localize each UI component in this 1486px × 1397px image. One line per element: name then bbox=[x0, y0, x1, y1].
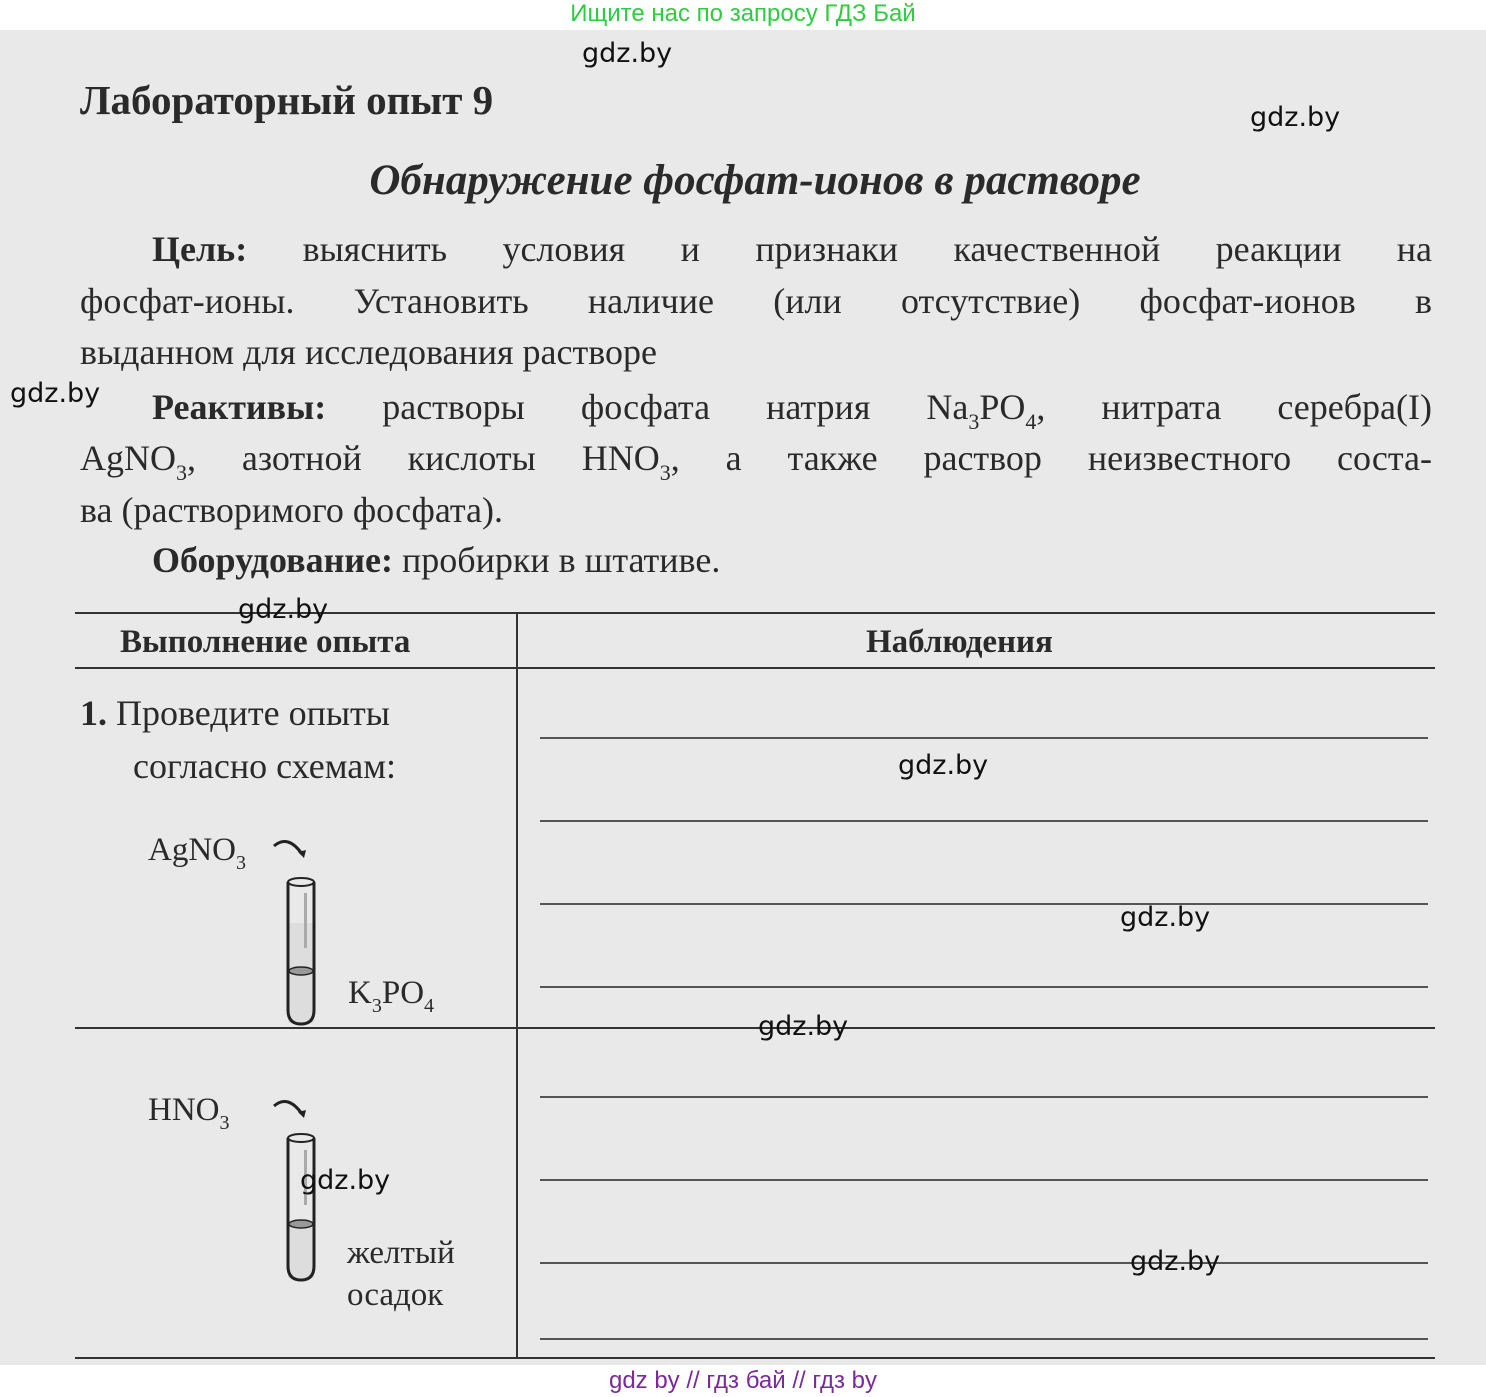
text: растворы фосфата натрия Na bbox=[326, 387, 969, 427]
scheme-2-result-line-2: осадок bbox=[347, 1277, 444, 1313]
table-column-divider bbox=[516, 613, 518, 1358]
reagents-line-2 bbox=[80, 437, 1432, 485]
goal-line-3: выданном для исследования растворе bbox=[80, 332, 657, 372]
sub: 3 bbox=[968, 409, 980, 434]
observation-line[interactable] bbox=[540, 820, 1428, 822]
watermark: gdz.by bbox=[758, 1011, 849, 1042]
table-header-border bbox=[75, 667, 1435, 669]
column-header-observations: Наблюдения bbox=[866, 624, 1053, 660]
goal-line-2: фосфат-ионы. Установить наличие (или отсутствие) фосфат-ионов в bbox=[80, 281, 1432, 321]
reagents-line-1 bbox=[80, 386, 1432, 434]
sub: 3 bbox=[219, 1112, 230, 1134]
text: PO bbox=[979, 387, 1026, 427]
bottom-banner: gdz by // гдз бай // гдз by bbox=[608, 1367, 878, 1394]
step-text: Проведите опыты bbox=[116, 693, 390, 733]
text: K bbox=[348, 975, 372, 1011]
watermark: gdz.by bbox=[300, 1165, 391, 1196]
watermark: gdz.by bbox=[1120, 902, 1211, 933]
top-banner: Ищите нас по запросу ГДЗ Бай bbox=[570, 0, 916, 27]
scheme-2-result-line-1: желтый bbox=[347, 1235, 455, 1271]
watermark: gdz.by bbox=[898, 750, 989, 781]
goal-text: выяснить условия и признаки качественной реакции на bbox=[247, 229, 1432, 269]
sub: 3 bbox=[176, 460, 187, 485]
sub: 3 bbox=[371, 995, 382, 1017]
page-subtitle: Обнаружение фосфат-ионов в растворе bbox=[369, 157, 1141, 204]
text: , азотной кислоты HNO bbox=[187, 438, 660, 478]
reagents-line-3: ва (растворимого фосфата). bbox=[80, 490, 503, 530]
observation-line[interactable] bbox=[540, 737, 1428, 739]
text: , нитрата серебра(I) bbox=[1036, 387, 1432, 427]
watermark: gdz.by bbox=[1250, 102, 1341, 133]
scheme-2-reagent bbox=[148, 1092, 230, 1134]
observation-line[interactable] bbox=[540, 1179, 1428, 1181]
step-number: 1. bbox=[80, 693, 107, 733]
observation-line[interactable] bbox=[540, 986, 1428, 988]
equipment-text: пробирки в штативе. bbox=[393, 540, 721, 580]
watermark: gdz.by bbox=[10, 378, 101, 409]
observation-line[interactable] bbox=[540, 903, 1428, 905]
column-header-procedure: Выполнение опыта bbox=[120, 624, 411, 660]
step-1-line-2: согласно схемам: bbox=[133, 746, 396, 786]
equipment-line bbox=[80, 539, 1432, 581]
table-bottom-border bbox=[75, 1357, 1435, 1359]
sub: 3 bbox=[236, 852, 246, 874]
observation-line[interactable] bbox=[540, 1262, 1428, 1264]
text: HNO bbox=[148, 1092, 220, 1128]
observation-line[interactable] bbox=[540, 1338, 1428, 1340]
scheme-1-reagent bbox=[148, 832, 246, 874]
sub: 4 bbox=[1025, 409, 1037, 434]
sub: 4 bbox=[424, 995, 435, 1017]
watermark: gdz.by bbox=[582, 38, 673, 69]
goal-label: Цель: bbox=[152, 229, 248, 269]
equipment-label: Оборудование: bbox=[152, 540, 394, 580]
goal-line-1 bbox=[80, 228, 1432, 270]
reagents-label: Реактивы: bbox=[152, 387, 327, 427]
test-tube-1-icon bbox=[268, 838, 328, 1028]
observation-line[interactable] bbox=[540, 1096, 1428, 1098]
text: AgNO bbox=[80, 438, 176, 478]
step-1-line-1 bbox=[80, 692, 390, 734]
scheme-1-solution bbox=[348, 975, 435, 1017]
page-title: Лабораторный опыт 9 bbox=[80, 77, 494, 123]
text: AgNO bbox=[148, 832, 236, 868]
text: , а также раствор неизвестного соста- bbox=[670, 438, 1432, 478]
text: PO bbox=[381, 975, 425, 1011]
watermark: gdz.by bbox=[1130, 1246, 1221, 1277]
watermark: gdz.by bbox=[238, 594, 329, 625]
sub: 3 bbox=[659, 460, 671, 485]
